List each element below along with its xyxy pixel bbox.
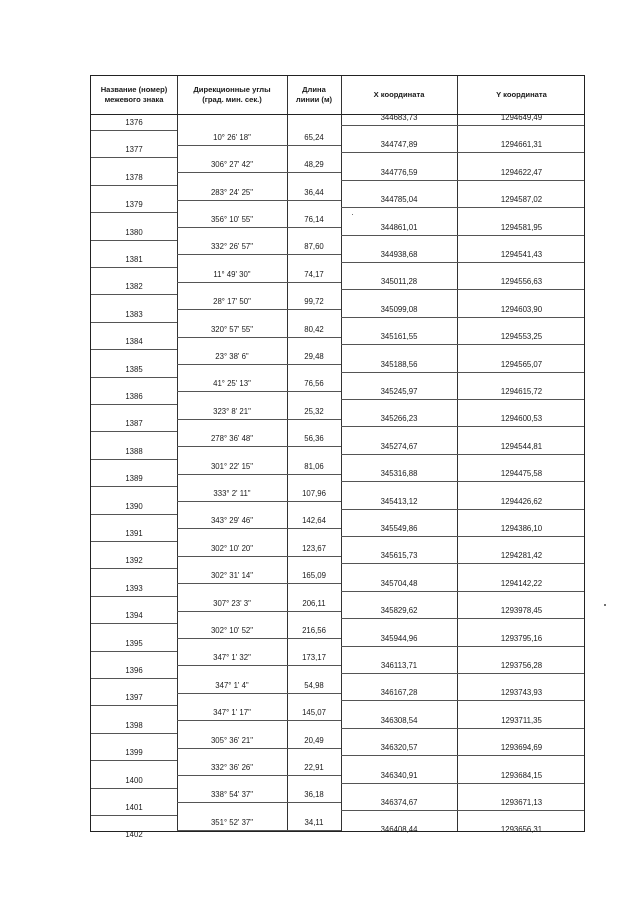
point-x: 344776,59: [380, 167, 418, 177]
row-divider: [91, 185, 177, 186]
segment-angle: 356° 10' 55": [210, 214, 254, 224]
segment-angle: 11° 49' 30": [213, 269, 251, 279]
point-name: 1393: [125, 583, 143, 593]
row-divider: [341, 700, 584, 701]
row-divider: [177, 501, 341, 502]
segment-length: 74,17: [304, 269, 324, 279]
point-name: 1391: [125, 529, 143, 538]
row-divider: [177, 474, 341, 475]
row-divider: [177, 200, 341, 201]
segment-angle: 302° 10' 20": [210, 543, 254, 553]
point-name: 1383: [125, 309, 143, 319]
point-x: 345245,97: [380, 387, 418, 396]
segment-length: 216,56: [302, 625, 326, 635]
row-divider: [341, 152, 584, 153]
row-divider: [177, 309, 341, 310]
row-divider: [177, 775, 341, 776]
row-divider: [341, 426, 584, 427]
point-y: 1294426,62: [500, 496, 543, 506]
row-divider: [177, 364, 341, 365]
point-y: 1294541,43: [500, 250, 543, 259]
header-name: Название (номер) межевого знака: [100, 85, 168, 104]
point-name: 1396: [125, 666, 143, 675]
row-divider: [91, 459, 177, 460]
point-name: 1402: [125, 830, 143, 840]
row-divider: [91, 514, 177, 515]
segment-length: 76,14: [304, 214, 324, 224]
row-divider: [91, 788, 177, 789]
point-x: 344861,01: [380, 222, 418, 232]
point-name: 1394: [125, 611, 143, 621]
segment-length: 173,17: [302, 653, 326, 663]
segment-angle: 306° 27' 42": [210, 160, 254, 170]
point-y: 1293684,15: [500, 770, 543, 780]
point-name: 1397: [125, 693, 143, 703]
point-y: 1293694,69: [500, 743, 543, 753]
point-y: 1294565,07: [500, 359, 543, 369]
row-divider: [177, 282, 341, 283]
row-divider: [341, 618, 584, 619]
point-name: 1390: [125, 501, 143, 511]
point-x: 345188,56: [380, 359, 418, 369]
point-name: 1395: [125, 638, 143, 648]
point-x: 345011,28: [380, 277, 418, 287]
segment-angle: 305° 36' 21": [210, 735, 254, 745]
segment-length: 22,91: [304, 762, 324, 772]
row-divider: [177, 145, 341, 146]
row-divider: [177, 720, 341, 721]
segment-angle: 332° 36' 26": [210, 762, 254, 772]
point-x: 345161,55: [380, 332, 418, 342]
segment-angle: 333° 2' 11": [213, 488, 251, 498]
row-divider: [177, 583, 341, 584]
row-divider: [177, 227, 341, 228]
row-divider: [341, 235, 584, 236]
row-divider: [91, 240, 177, 241]
row-divider: [91, 212, 177, 213]
row-divider: [177, 638, 341, 639]
row-divider: [341, 755, 584, 756]
point-name: 1379: [125, 200, 143, 210]
segment-length: 76,56: [304, 379, 324, 389]
point-name: 1377: [125, 145, 143, 155]
point-x: 345829,62: [380, 606, 418, 616]
row-divider: [91, 294, 177, 295]
point-y: 1294661,31: [500, 140, 543, 150]
point-y: 1294553,25: [500, 332, 543, 342]
segment-angle: 10° 26' 18": [213, 132, 251, 142]
row-divider: [91, 705, 177, 706]
row-divider: [91, 541, 177, 542]
row-divider: [341, 646, 584, 647]
segment-angle: 343° 29' 46": [210, 516, 254, 526]
point-y: 1294649,49: [500, 113, 543, 122]
row-divider: [91, 349, 177, 350]
row-divider: [177, 254, 341, 255]
row-divider: [341, 289, 584, 290]
point-name: 1400: [125, 775, 143, 785]
row-divider: [177, 172, 341, 173]
row-divider: [341, 125, 584, 126]
row-divider: [91, 733, 177, 734]
point-x: 344785,04: [380, 195, 418, 205]
row-divider: [91, 486, 177, 487]
point-name: 1382: [125, 282, 143, 292]
row-divider: [177, 693, 341, 694]
point-x: 345274,67: [380, 441, 418, 451]
segment-length: 99,72: [304, 297, 324, 307]
scan-speck: [352, 214, 353, 215]
header-y: Y координата: [496, 90, 547, 99]
segment-angle: 302° 10' 52": [210, 625, 254, 635]
point-x: 344683,73: [380, 113, 418, 122]
point-y: 1294281,42: [500, 551, 543, 561]
row-divider: [91, 623, 177, 624]
point-name: 1384: [125, 337, 143, 347]
point-y: 1294556,63: [500, 277, 543, 287]
row-divider: [91, 431, 177, 432]
point-y: 1294603,90: [500, 304, 543, 314]
point-x: 346374,67: [380, 798, 418, 807]
segment-angle: 278° 36' 48": [210, 434, 254, 444]
segment-length: 81,06: [304, 461, 324, 471]
point-x: 345413,12: [380, 496, 418, 506]
point-x: 344938,68: [380, 250, 418, 259]
row-divider: [341, 673, 584, 674]
row-divider: [177, 419, 341, 420]
point-y: 1294587,02: [500, 195, 543, 205]
segment-angle: 347° 1' 32": [213, 653, 251, 663]
row-divider: [341, 563, 584, 564]
row-divider: [177, 748, 341, 749]
row-divider: [91, 760, 177, 761]
point-x: 346320,57: [380, 743, 418, 753]
row-divider: [341, 591, 584, 592]
segment-length: 20,49: [304, 735, 324, 745]
coordinates-table: [90, 75, 585, 840]
row-divider: [177, 802, 341, 803]
point-x: 346408,44: [380, 825, 418, 835]
point-y: 1294386,10: [500, 524, 543, 533]
row-divider: [91, 322, 177, 323]
row-divider: [341, 344, 584, 345]
point-x: 346167,28: [380, 688, 418, 698]
row-divider: [341, 728, 584, 729]
point-name: 1398: [125, 720, 143, 730]
segment-angle: 347° 1' 4": [215, 680, 249, 690]
segment-length: 56,36: [304, 434, 324, 444]
segment-angle: 323° 8' 21": [213, 406, 251, 416]
segment-length: 142,64: [302, 516, 326, 526]
segment-length: 107,96: [302, 488, 326, 498]
segment-angle: 23° 38' 6": [215, 351, 249, 361]
row-divider: [91, 568, 177, 569]
point-name: 1392: [125, 556, 143, 566]
row-divider: [341, 207, 584, 208]
row-divider: [91, 157, 177, 158]
row-divider: [341, 481, 584, 482]
row-divider: [91, 404, 177, 405]
point-x: 345549,86: [380, 524, 418, 533]
point-x: 345704,48: [380, 578, 418, 588]
segment-angle: 41° 25' 13": [213, 379, 251, 389]
segment-length: 65,24: [304, 132, 324, 142]
row-divider: [91, 267, 177, 268]
segment-angle: 320° 57' 55": [210, 324, 254, 334]
segment-length: 165,09: [302, 571, 326, 581]
point-x: 345615,73: [380, 551, 418, 561]
row-divider: [341, 509, 584, 510]
row-divider: [177, 611, 341, 612]
point-name: 1389: [125, 474, 143, 484]
point-y: 1293978,45: [500, 606, 543, 616]
segment-length: 36,18: [304, 790, 324, 800]
segment-length: 34,11: [304, 817, 324, 827]
point-name: 1385: [125, 364, 143, 374]
point-y: 1293656,31: [500, 825, 543, 835]
point-name: 1380: [125, 227, 143, 237]
row-divider: [341, 536, 584, 537]
point-y: 1294600,53: [500, 414, 543, 424]
row-divider: [177, 528, 341, 529]
row-divider: [177, 830, 341, 831]
segment-length: 54,98: [304, 680, 324, 690]
segment-angle: 302° 31' 14": [210, 571, 254, 581]
point-name: 1376: [125, 118, 143, 127]
row-divider: [341, 262, 584, 263]
point-y: 1293671,13: [500, 798, 543, 807]
point-x: 346340,91: [380, 770, 418, 780]
header-angle: Дирекционные углы (град. мин. сек.): [193, 85, 271, 104]
segment-angle: 301° 22' 15": [210, 461, 254, 471]
point-y: 1293756,28: [500, 661, 543, 670]
point-x: 344747,89: [380, 140, 418, 150]
segment-length: 87,60: [304, 242, 324, 252]
point-x: 345266,23: [380, 414, 418, 424]
row-divider: [341, 783, 584, 784]
point-y: 1294142,22: [500, 578, 543, 588]
point-y: 1294475,58: [500, 469, 543, 479]
point-x: 346308,54: [380, 715, 418, 725]
segment-length: 80,42: [304, 324, 324, 334]
row-divider: [341, 372, 584, 373]
row-divider: [341, 180, 584, 181]
point-y: 1293795,16: [500, 633, 543, 643]
row-divider: [91, 130, 177, 131]
point-name: 1378: [125, 172, 143, 182]
row-divider: [341, 810, 584, 811]
segment-length: 206,11: [302, 598, 326, 608]
row-divider: [177, 391, 341, 392]
row-divider: [91, 815, 177, 816]
point-name: 1399: [125, 748, 143, 758]
row-divider: [177, 665, 341, 666]
segment-length: 48,29: [304, 160, 324, 170]
point-y: 1294615,72: [500, 387, 543, 396]
row-divider: [341, 399, 584, 400]
scan-speck: [604, 604, 606, 606]
header-length: Длина линии (м): [295, 85, 333, 104]
point-y: 1293711,35: [501, 715, 542, 725]
row-divider: [341, 317, 584, 318]
segment-length: 29,48: [304, 351, 324, 361]
row-divider: [91, 377, 177, 378]
point-name: 1401: [125, 803, 143, 812]
point-name: 1388: [125, 446, 143, 456]
segment-angle: 28° 17' 50": [213, 297, 251, 307]
segment-angle: 307° 23' 3": [213, 598, 251, 608]
point-x: 345316,88: [380, 469, 418, 479]
point-y: 1294544,81: [500, 441, 543, 451]
segment-length: 145,07: [302, 708, 326, 718]
point-name: 1381: [125, 255, 143, 264]
point-x: 346113,71: [380, 661, 418, 670]
point-y: 1294581,95: [500, 222, 543, 232]
row-divider: [91, 651, 177, 652]
segment-angle: 332° 26' 57": [210, 242, 254, 252]
segment-angle: 338° 54' 37": [210, 790, 254, 800]
point-name: 1387: [125, 419, 143, 429]
point-y: 1294622,47: [500, 167, 543, 177]
row-divider: [177, 556, 341, 557]
segment-length: 36,44: [304, 187, 324, 197]
segment-angle: 283° 24' 25": [210, 187, 254, 197]
row-divider: [91, 678, 177, 679]
segment-length: 25,32: [304, 406, 324, 416]
segment-length: 123,67: [302, 543, 326, 553]
header-x: X координата: [373, 90, 425, 99]
row-divider: [91, 596, 177, 597]
segment-angle: 347° 1' 17": [213, 708, 251, 718]
point-x: 345099,08: [380, 304, 418, 314]
segment-angle: 351° 52' 37": [210, 817, 254, 827]
row-divider: [177, 446, 341, 447]
row-divider: [177, 337, 341, 338]
point-y: 1293743,93: [500, 688, 543, 698]
row-divider: [341, 454, 584, 455]
point-x: 345944,96: [380, 633, 418, 643]
point-name: 1386: [125, 392, 143, 401]
